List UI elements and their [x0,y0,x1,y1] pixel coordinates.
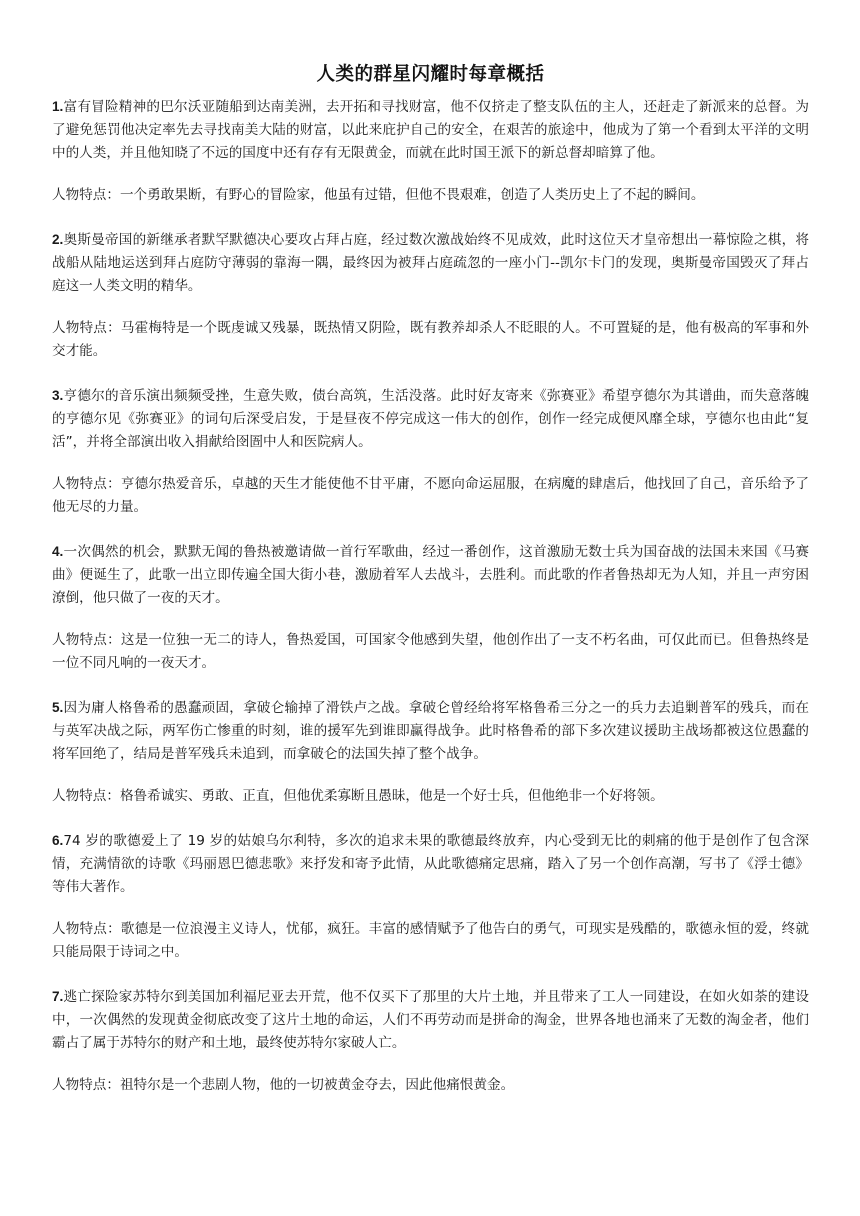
spacer [52,808,809,829]
section-summary [52,95,809,165]
section-traits: 人物特点：歌德是一位浪漫主义诗人，忧郁，疯狂。丰富的感情赋予了他告白的勇气，可现实是残酷的，歌德永恒的爱，终就只能局限于诗词之中。 [52,921,809,960]
section-summary-text: 逃亡探险家苏特尔到美国加利福尼亚去开荒，他不仅买下了那里的大片土地，并且带来了工人一同建设，在如火如荼的建设中，一次偶然的发现黄金彻底改变了这片土地的命运，人们不再劳动而是拼命的淘金，世界各地也涌来了无数的淘金者，他们霸占了属于苏特尔的财产和土地，最终使苏特尔家破人亡。 [52,989,809,1051]
section-2 [52,228,809,363]
spacer [52,675,809,696]
document-title: 人类的群星闪耀时每章概括 [316,64,545,85]
section-number: 6. [52,833,64,848]
section-summary-text: 亨德尔的音乐演出频频受挫，生意失败，债台高筑，生活没落。此时好友寄来《弥赛亚》希望亨德尔为其谱曲，而失意落魄的亨德尔见《弥赛亚》的词句后深受启发，于是昼夜不停完成这一伟大的创作，创作一经完成便风靡全球，亨德尔也由此“复活”，并将全部演出收入捐献给囹圄中人和医院病人。 [52,388,809,450]
section-traits: 人物特点：格鲁希诚实、勇敢、正直，但他优柔寡断且愚昧，他是一个好士兵，但他绝非一个好将领。 [52,788,664,804]
spacer [52,207,809,228]
section-1 [52,95,809,207]
section-summary [52,985,809,1055]
spacer [52,363,809,384]
section-traits: 人物特点：这是一位独一无二的诗人，鲁热爱国，可国家令他感到失望，他创作出了一支不朽名曲，可仅此而已。但鲁热终是一位不同凡响的一夜天才。 [52,632,809,671]
section-5 [52,696,809,808]
section-number: 7. [52,989,64,1004]
section-traits: 人物特点：马霍梅特是一个既虔诚又残暴，既热情又阴险，既有教养却杀人不眨眼的人。不可置疑的是，他有极高的军事和外交才能。 [52,320,809,359]
section-summary [52,829,809,899]
section-traits: 人物特点：亨德尔热爱音乐，卓越的天生才能使他不甘平庸，不愿向命运屈服，在病魔的肆虐后，他找回了自己，音乐给予了他无尽的力量。 [52,476,809,515]
section-number: 3. [52,388,64,403]
spacer [52,88,809,95]
section-3 [52,384,809,519]
section-summary [52,696,809,766]
section-number: 5. [52,700,64,715]
spacer [52,964,809,985]
spacer [52,766,809,785]
section-summary [52,540,809,610]
document-page [52,0,809,1097]
spacer [52,519,809,540]
section-number: 2. [52,232,64,247]
spacer [52,610,809,629]
section-4 [52,540,809,675]
spacer [52,298,809,317]
spacer [52,454,809,473]
spacer [52,165,809,184]
section-summary-text: 因为庸人格鲁希的愚蠢顽固，拿破仑输掉了滑铁卢之战。拿破仑曾经给将军格鲁希三分之一的兵力去追剿普军的残兵，而在与英军决战之际，两军伤亡惨重的时刻，谁的援军先到谁即赢得战争。此时格鲁希的部下多次建议援助主战场都被这位愚蠢的将军回绝了，结局是普军残兵未追到，而拿破仑的法国失掉了整个战争。 [52,700,809,762]
spacer [52,1055,809,1074]
section-summary-text: 74 岁的歌德爱上了 19 岁的姑娘乌尔利特，多次的追求未果的歌德最终放弃，内心受到无比的刺痛的他于是创作了包含深情，充满情欲的诗歌《玛丽恩巴德悲歌》来抒发和寄予此情，从此歌德痛定思痛，踏入了另一个创作高潮，写书了《浮士德》等伟大著作。 [52,833,809,895]
section-6 [52,829,809,964]
section-summary-text: 一次偶然的机会，默默无闻的鲁热被邀请做一首行军歌曲，经过一番创作，这首激励无数士兵为国奋战的法国未来国《马赛曲》便诞生了，此歌一出立即传遍全国大街小巷，激励着军人去战斗，去胜利。而此歌的作者鲁热却无为人知，并且一声穷困潦倒，他只做了一夜的天才。 [52,544,809,606]
spacer [52,899,809,918]
section-summary [52,228,809,298]
section-7 [52,985,809,1097]
section-summary-text: 富有冒险精神的巴尔沃亚随船到达南美洲，去开拓和寻找财富，他不仅挤走了整支队伍的主人，还赶走了新派来的总督。为了避免惩罚他决定率先去寻找南美大陆的财富，以此来庇护自己的安全，在艰苦的旅途中，他成为了第一个看到太平洋的文明中的人类，并且他知晓了不远的国度中还有存有无限黄金，而就在此时国王派下的新总督却暗算了他。 [52,99,809,161]
section-number: 4. [52,544,64,559]
section-traits: 人物特点：祖特尔是一个悲剧人物，他的一切被黄金夺去，因此他痛恨黄金。 [52,1077,515,1093]
section-number: 1. [52,99,64,114]
section-traits: 人物特点：一个勇敢果断，有野心的冒险家，他虽有过错，但他不畏艰难，创造了人类历史上了不起的瞬间。 [52,187,705,203]
section-summary [52,384,809,454]
section-summary-text: 奥斯曼帝国的新继承者默罕默德决心要攻占拜占庭，经过数次激战始终不见成效，此时这位天才皇帝想出一幕惊险之棋，将战船从陆地运送到拜占庭防守薄弱的靠海一隅，最终因为被拜占庭疏忽的一座小门--凯尔卡门的发现，奥斯曼帝国毁灭了拜占庭这一人类文明的精华。 [52,232,809,294]
